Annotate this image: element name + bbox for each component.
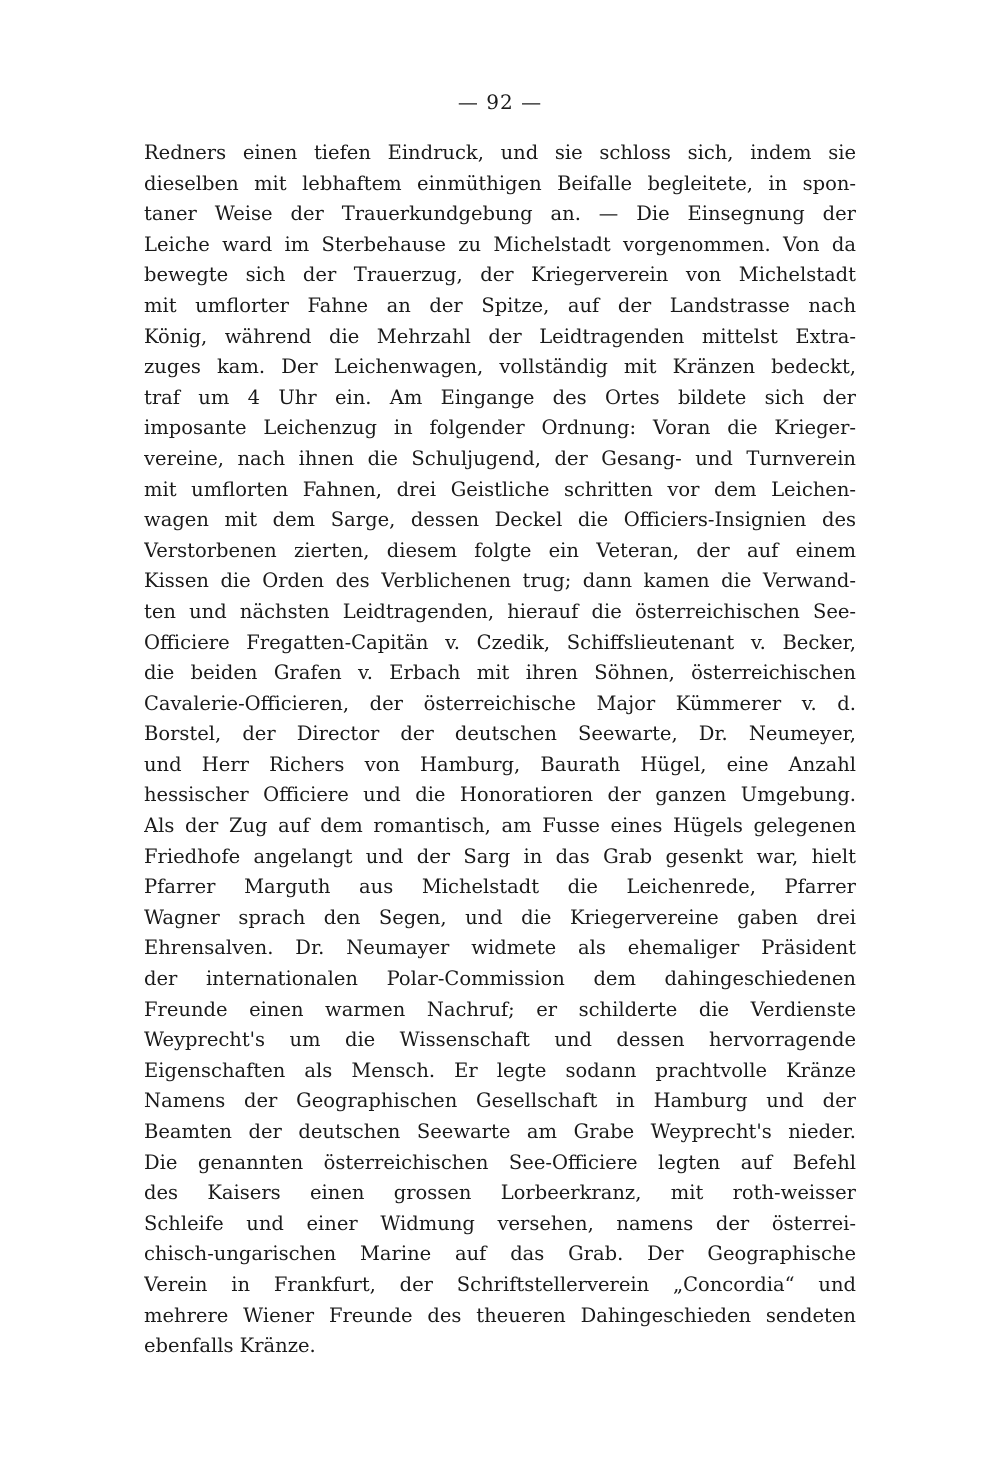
text-line: Als der Zug auf dem romantisch, am Fusse eines Hügels gelegenen <box>144 814 856 838</box>
text-line: zuges kam. Der Leichenwagen, vollständig mit Kränzen bedeckt, <box>144 355 856 379</box>
text-line: Schleife und einer Widmung versehen, namens der österrei- <box>144 1211 856 1235</box>
text-line: des Kaisers einen grossen Lorbeerkranz, mit roth-weisser <box>144 1181 856 1205</box>
text-line: Verstorbenen zierten, diesem folgte ein Veteran, der auf einem <box>144 538 856 562</box>
text-line: ten und nächsten Leidtragenden, hierauf die österreichischen See- <box>144 599 856 623</box>
text-line: Beamten der deutschen Seewarte am Grabe Weyprecht's nieder. <box>144 1120 856 1143</box>
text-line: Kissen die Orden des Verblichenen trug; dann kamen die Verwand- <box>144 569 856 593</box>
text-line: Die genannten österreichischen See-Officiere legten auf Befehl <box>144 1150 856 1174</box>
text-line: Redners einen tiefen Eindruck, und sie schloss sich, indem sie <box>144 141 856 164</box>
text-line: chisch-ungarischen Marine auf das Grab. Der Geographische <box>144 1242 856 1266</box>
text-line: Freunde einen warmen Nachruf; er schilderte die Verdienste <box>144 997 856 1021</box>
text-line: der internationalen Polar-Commission dem dahingeschiedenen <box>144 967 856 991</box>
body-text <box>144 138 856 1362</box>
text-line: Eigenschaften als Mensch. Er legte sodann prachtvolle Kränze <box>144 1058 856 1082</box>
text-line: Borstel, der Director der deutschen Seewarte, Dr. Neumeyer, <box>144 722 856 746</box>
text-line: dieselben mit lebhaftem einmüthigen Beifalle begleitete, in spon- <box>144 171 856 195</box>
text-line: Ehrensalven. Dr. Neumayer widmete als ehemaliger Präsident <box>144 936 856 960</box>
text-line: Leiche ward im Sterbehause zu Michelstadt vorgenommen. Von da <box>144 232 856 256</box>
text-line: vereine, nach ihnen die Schuljugend, der Gesang- und Turnverein <box>144 446 856 470</box>
text-line: mit umflorter Fahne an der Spitze, auf der Landstrasse nach <box>144 293 856 317</box>
text-line: ebenfalls Kränze. <box>144 1334 316 1358</box>
text-line: König, während die Mehrzahl der Leidtragenden mittelst Extra- <box>144 324 856 348</box>
text-line: Wagner sprach den Segen, und die Kriegervereine gaben drei <box>144 905 856 929</box>
text-line: traf um 4 Uhr ein. Am Eingange des Ortes bildete sich der <box>144 385 856 409</box>
text-line: mit umflorten Fahnen, drei Geistliche schritten vor dem Leichen- <box>144 477 856 501</box>
text-line: hessischer Officiere und die Honoratioren der ganzen Umgebung. <box>144 783 856 807</box>
text-line: bewegte sich der Trauerzug, der Kriegerverein von Michelstadt <box>144 263 856 287</box>
text-line: mehrere Wiener Freunde des theueren Dahingeschieden sendeten <box>144 1303 856 1327</box>
text-line: Pfarrer Marguth aus Michelstadt die Leichenrede, Pfarrer <box>144 875 856 899</box>
text-line: Weyprecht's um die Wissenschaft und dessen hervorragende <box>144 1028 856 1052</box>
text-line: und Herr Richers von Hamburg, Baurath Hügel, eine Anzahl <box>144 752 856 776</box>
text-line: Namens der Geographischen Gesellschaft in Hamburg und der <box>144 1089 856 1113</box>
text-line: Cavalerie-Officieren, der österreichische Major Kümmerer v. d. <box>144 691 856 715</box>
text-line: die beiden Grafen v. Erbach mit ihren Söhnen, österreichischen <box>144 661 856 685</box>
text-line: wagen mit dem Sarge, dessen Deckel die Officiers-Insignien des <box>144 508 856 532</box>
text-line: Officiere Fregatten-Capitän v. Czedik, Schiffslieutenant v. Becker, <box>144 630 856 654</box>
page-number: — 92 — <box>457 90 543 114</box>
text-line: Verein in Frankfurt, der Schriftstellerverein „Concordia“ und <box>144 1272 856 1296</box>
text-line: taner Weise der Trauerkundgebung an. — Die Einsegnung der <box>144 202 856 226</box>
text-line: imposante Leichenzug in folgender Ordnung: Voran die Krieger- <box>144 416 856 440</box>
text-line: Friedhofe angelangt und der Sarg in das Grab gesenkt war, hielt <box>144 844 856 868</box>
